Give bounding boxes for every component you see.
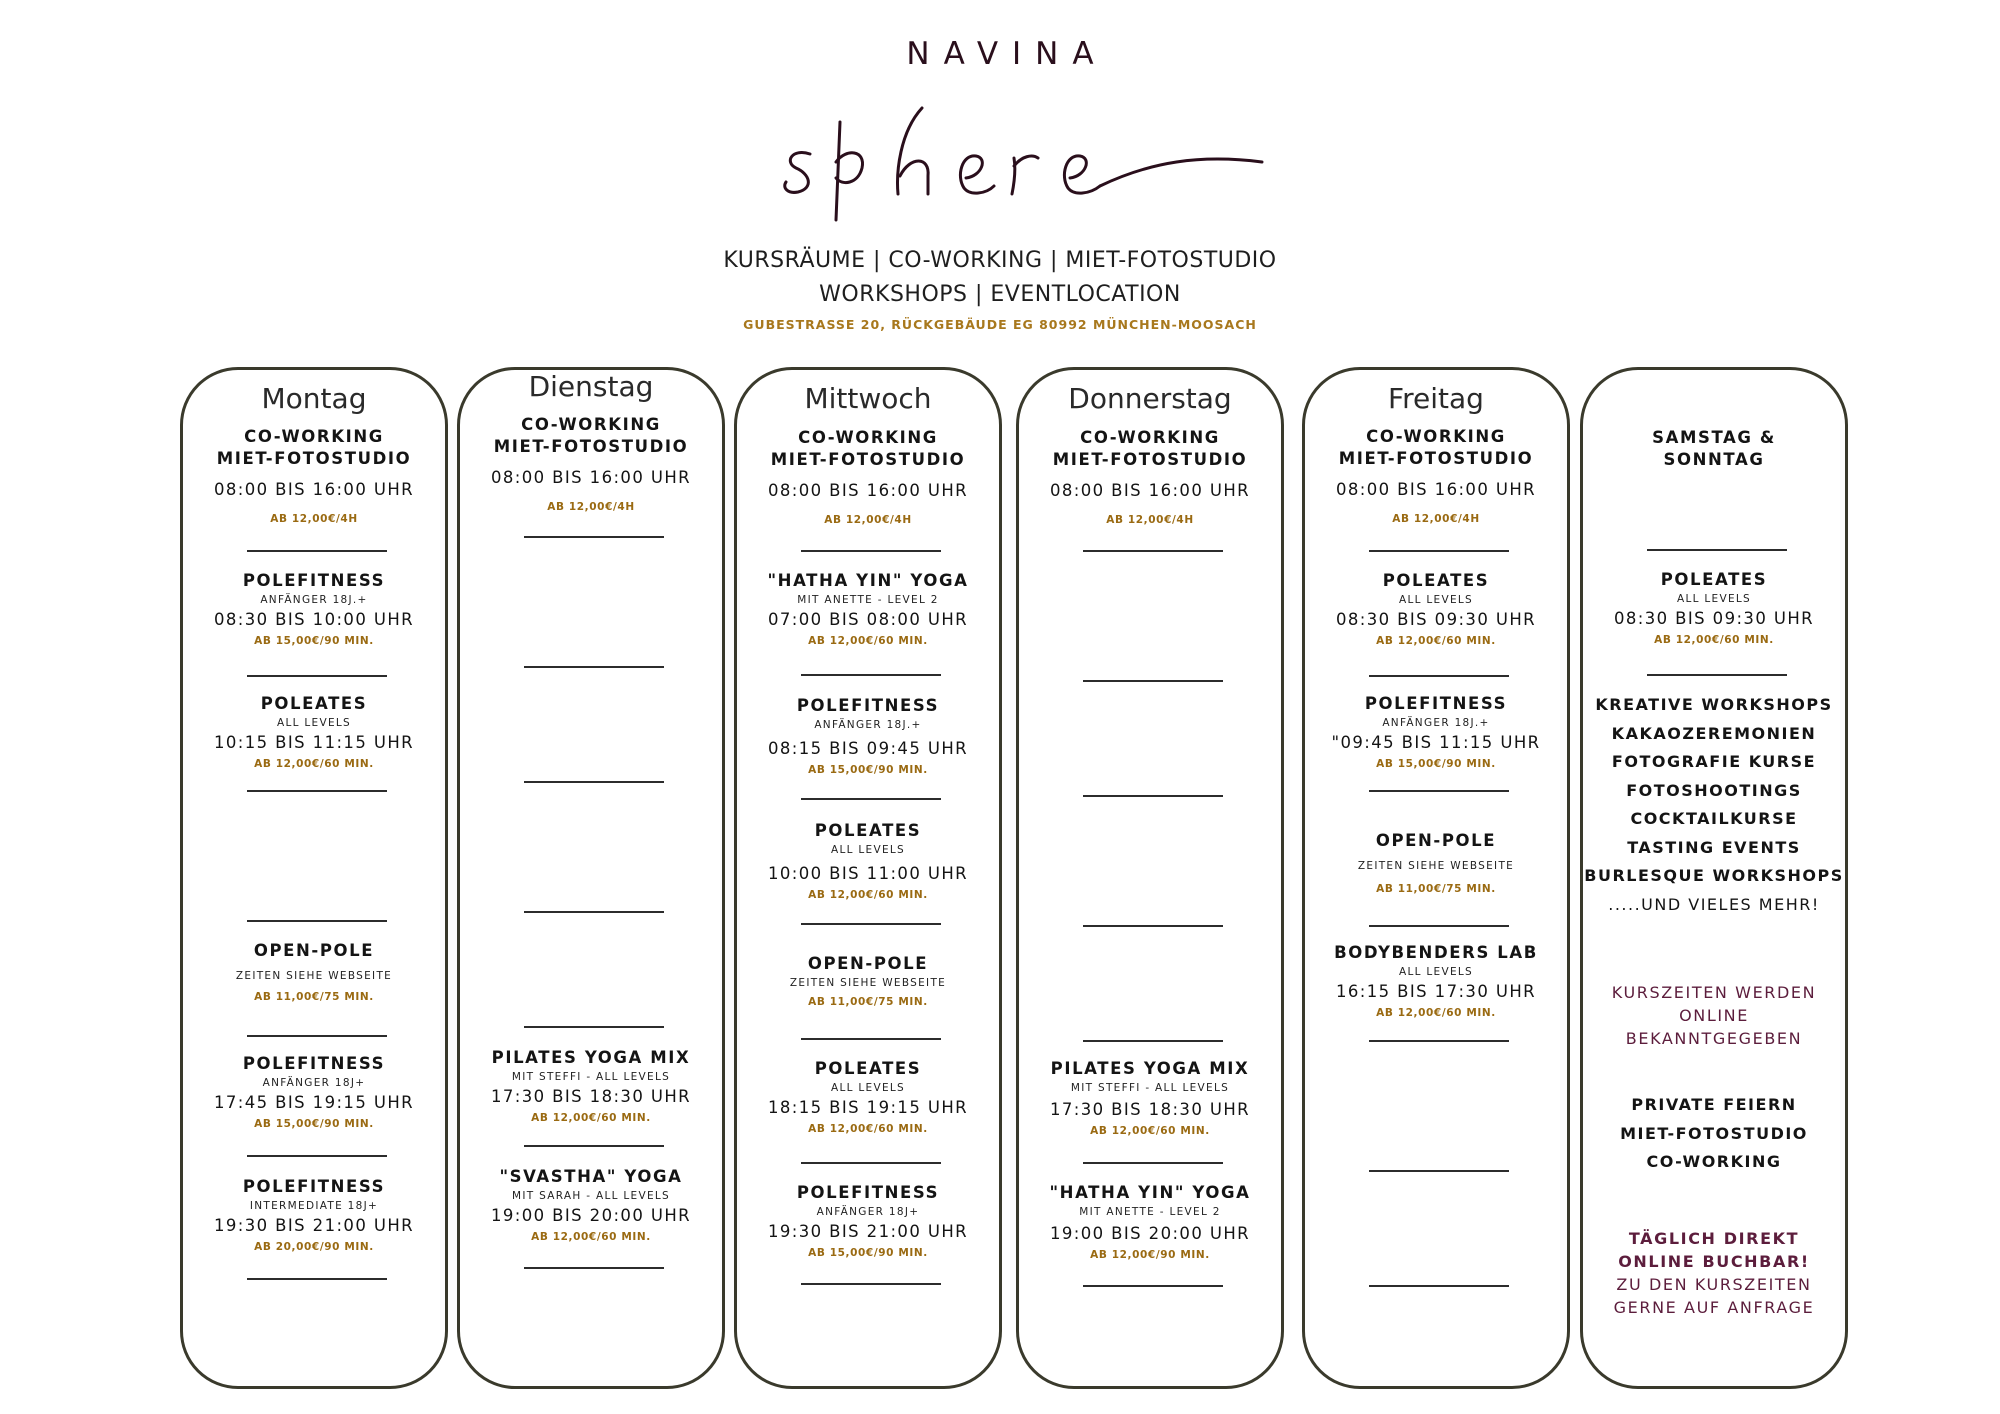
column-montag xyxy=(180,367,448,1389)
title: POLEATES xyxy=(1660,570,1768,589)
class-block xyxy=(183,1053,445,1133)
day-title: Donnerstag xyxy=(1068,382,1232,415)
title: CO-WORKING xyxy=(798,428,938,447)
private-item: CO-WORKING xyxy=(1646,1152,1782,1171)
divider xyxy=(524,1026,664,1028)
class-block xyxy=(1305,942,1567,1022)
time: 08:30 BIS 09:30 UHR xyxy=(1613,609,1815,628)
divider xyxy=(247,1278,387,1280)
title: MIET-FOTOSTUDIO xyxy=(1338,449,1534,468)
more-text: .....UND VIELES MEHR! xyxy=(1608,894,1820,914)
day-title: Dienstag xyxy=(528,370,654,403)
level: ALL LEVELS xyxy=(1398,966,1474,978)
column-dienstag xyxy=(457,367,725,1389)
level: ZEITEN SIEHE WEBSEITE xyxy=(789,977,947,989)
title: OPEN-POLE xyxy=(807,954,929,973)
level: ANFÄNGER 18J+ xyxy=(816,1206,920,1218)
divider xyxy=(801,798,941,800)
price: AB 12,00€/60 MIN. xyxy=(1090,1125,1210,1137)
price: AB 12,00€/60 MIN. xyxy=(1376,1007,1496,1019)
time: 17:45 BIS 19:15 UHR xyxy=(213,1093,415,1112)
class-block xyxy=(1305,570,1567,650)
price: AB 12,00€/4H xyxy=(547,501,635,513)
title: POLEFITNESS xyxy=(796,1183,940,1202)
time: 08:30 BIS 09:30 UHR xyxy=(1335,610,1537,629)
price: AB 15,00€/90 MIN. xyxy=(254,1118,374,1130)
level: ALL LEVELS xyxy=(1676,593,1752,605)
title: CO-WORKING xyxy=(1366,427,1506,446)
divider xyxy=(1369,1170,1509,1172)
class-block xyxy=(183,693,445,773)
divider xyxy=(801,1162,941,1164)
title: BODYBENDERS LAB xyxy=(1334,943,1538,962)
online-notice xyxy=(1583,981,1845,1050)
time: 07:00 BIS 08:00 UHR xyxy=(767,610,969,629)
price: AB 15,00€/90 MIN. xyxy=(254,635,374,647)
price: AB 12,00€/4H xyxy=(1392,513,1480,525)
price: AB 20,00€/90 MIN. xyxy=(254,1241,374,1253)
column-weekend xyxy=(1580,367,1848,1389)
title: PILATES YOGA MIX xyxy=(491,1048,691,1067)
level: MIT STEFFI - ALL LEVELS xyxy=(511,1071,671,1083)
private-item: MIET-FOTOSTUDIO xyxy=(1620,1123,1808,1143)
workshop-item: TASTING EVENTS xyxy=(1627,837,1801,857)
price: AB 12,00€/60 MIN. xyxy=(531,1112,651,1124)
private-list xyxy=(1583,1091,1845,1177)
price: AB 12,00€/90 MIN. xyxy=(1090,1249,1210,1261)
title: MIET-FOTOSTUDIO xyxy=(216,449,412,468)
title: POLEFITNESS xyxy=(242,1177,386,1196)
sphere-script-logo xyxy=(770,92,1270,222)
price: AB 12,00€/60 MIN. xyxy=(531,1231,651,1243)
coworking-block xyxy=(737,427,999,529)
class-block xyxy=(1305,693,1567,773)
level: MIT ANETTE - LEVEL 2 xyxy=(1079,1206,1221,1218)
divider xyxy=(1083,1285,1223,1287)
divider xyxy=(247,1155,387,1157)
price: AB 11,00€/75 MIN. xyxy=(808,996,928,1008)
class-block xyxy=(183,1176,445,1256)
time: "09:45 BIS 11:15 UHR xyxy=(1331,733,1541,752)
level: ALL LEVELS xyxy=(276,717,352,729)
time: 08:00 BIS 16:00 UHR xyxy=(490,468,692,487)
price: AB 15,00€/90 MIN. xyxy=(1376,758,1496,770)
time: 16:15 BIS 17:30 UHR xyxy=(1335,982,1537,1001)
divider xyxy=(1083,925,1223,927)
column-donnerstag xyxy=(1016,367,1284,1389)
divider xyxy=(524,666,664,668)
time: 08:30 BIS 10:00 UHR xyxy=(213,610,415,629)
title: CO-WORKING xyxy=(1080,428,1220,447)
class-block xyxy=(737,570,999,650)
price: AB 12,00€/4H xyxy=(1106,514,1194,526)
notice-line: KURSZEITEN WERDEN xyxy=(1611,983,1817,1002)
price: AB 12,00€/60 MIN. xyxy=(808,889,928,901)
title: CO-WORKING xyxy=(521,415,661,434)
time: 10:00 BIS 11:00 UHR xyxy=(767,864,969,883)
address: GUBESTRASSE 20, RÜCKGEBÄUDE EG 80992 MÜNCHEN-MOOSACH xyxy=(743,317,1257,332)
class-block xyxy=(183,940,445,1006)
time: 17:30 BIS 18:30 UHR xyxy=(1049,1100,1251,1119)
class-block xyxy=(1019,1058,1281,1140)
divider xyxy=(1369,550,1509,552)
price: AB 15,00€/90 MIN. xyxy=(808,764,928,776)
title: PILATES YOGA MIX xyxy=(1050,1059,1250,1078)
divider xyxy=(1369,1285,1509,1287)
level: INTERMEDIATE 18J+ xyxy=(249,1200,379,1212)
title: POLEATES xyxy=(260,694,368,713)
divider xyxy=(524,781,664,783)
divider xyxy=(1369,925,1509,927)
time: 19:30 BIS 21:00 UHR xyxy=(767,1222,969,1241)
price: AB 15,00€/90 MIN. xyxy=(808,1247,928,1259)
class-block xyxy=(737,695,999,779)
title: OPEN-POLE xyxy=(253,941,375,960)
divider xyxy=(1083,1162,1223,1164)
level: ANFÄNGER 18J.+ xyxy=(1382,717,1490,729)
coworking-block xyxy=(1305,426,1567,528)
level: MIT SARAH - ALL LEVELS xyxy=(512,1190,670,1202)
booking-line: ONLINE BUCHBAR! xyxy=(1618,1252,1810,1271)
workshop-list xyxy=(1583,691,1845,919)
title: SAMSTAG & xyxy=(1652,428,1776,447)
workshop-item: FOTOSHOOTINGS xyxy=(1626,780,1802,800)
price: AB 12,00€/4H xyxy=(270,513,358,525)
time: 08:00 BIS 16:00 UHR xyxy=(1049,481,1251,500)
workshop-item: KREATIVE WORKSHOPS xyxy=(1595,695,1833,714)
price: AB 12,00€/60 MIN. xyxy=(1654,634,1774,646)
title: MIET-FOTOSTUDIO xyxy=(1052,450,1248,469)
divider xyxy=(524,911,664,913)
divider xyxy=(1083,1040,1223,1042)
class-block xyxy=(1305,830,1567,898)
notice-line: ONLINE xyxy=(1679,1006,1749,1025)
class-block xyxy=(183,570,445,650)
class-block xyxy=(1019,1182,1281,1264)
booking-line: ZU DEN KURSZEITEN xyxy=(1616,1275,1812,1294)
price: AB 11,00€/75 MIN. xyxy=(1376,883,1496,895)
divider xyxy=(247,675,387,677)
time: 08:00 BIS 16:00 UHR xyxy=(767,481,969,500)
divider xyxy=(247,1035,387,1037)
private-item: PRIVATE FEIERN xyxy=(1631,1095,1797,1114)
day-title: Mittwoch xyxy=(804,382,932,415)
level: ALL LEVELS xyxy=(830,1082,906,1094)
title: "HATHA YIN" YOGA xyxy=(767,571,969,590)
title: "SVASTHA" YOGA xyxy=(499,1167,683,1186)
subtitle-workshops: WORKSHOPS | EVENTLOCATION xyxy=(819,282,1181,307)
time: 08:15 BIS 09:45 UHR xyxy=(767,739,969,758)
level: ANFÄNGER 18J+ xyxy=(262,1077,366,1089)
class-block xyxy=(460,1166,722,1246)
workshop-item: BURLESQUE WORKSHOPS xyxy=(1584,866,1844,885)
title: MIET-FOTOSTUDIO xyxy=(493,437,689,456)
title: "HATHA YIN" YOGA xyxy=(1049,1183,1251,1202)
title: MIET-FOTOSTUDIO xyxy=(770,450,966,469)
divider xyxy=(524,1267,664,1269)
time: 19:00 BIS 20:00 UHR xyxy=(490,1206,692,1225)
title: CO-WORKING xyxy=(244,427,384,446)
title: POLEFITNESS xyxy=(796,696,940,715)
title: POLEATES xyxy=(814,1059,922,1078)
divider xyxy=(801,1283,941,1285)
title: OPEN-POLE xyxy=(1375,831,1497,850)
notice-line: BEKANNTGEGEBEN xyxy=(1625,1029,1803,1048)
time: 17:30 BIS 18:30 UHR xyxy=(490,1087,692,1106)
divider xyxy=(247,550,387,552)
booking-line: TÄGLICH DIREKT xyxy=(1628,1229,1800,1248)
level: MIT ANETTE - LEVEL 2 xyxy=(797,594,939,606)
divider xyxy=(801,923,941,925)
divider xyxy=(247,920,387,922)
time: 08:00 BIS 16:00 UHR xyxy=(213,480,415,499)
workshop-item: KAKAOZEREMONIEN xyxy=(1611,723,1817,743)
divider xyxy=(1647,549,1787,551)
weekend-title xyxy=(1583,427,1845,471)
divider xyxy=(247,790,387,792)
class-block xyxy=(737,1182,999,1262)
price: AB 12,00€/60 MIN. xyxy=(1376,635,1496,647)
divider xyxy=(1083,680,1223,682)
price: AB 12,00€/60 MIN. xyxy=(808,635,928,647)
time: 10:15 BIS 11:15 UHR xyxy=(213,733,415,752)
time: 19:00 BIS 20:00 UHR xyxy=(1049,1224,1251,1243)
time: 18:15 BIS 19:15 UHR xyxy=(767,1098,969,1117)
class-block xyxy=(737,953,999,1011)
coworking-block xyxy=(1019,427,1281,529)
divider xyxy=(801,674,941,676)
day-title: Freitag xyxy=(1388,382,1484,415)
title: POLEATES xyxy=(1382,571,1490,590)
workshop-item: FOTOGRAFIE KURSE xyxy=(1611,752,1817,771)
day-title: Montag xyxy=(261,382,367,415)
level: ANFÄNGER 18J.+ xyxy=(260,594,368,606)
divider xyxy=(801,550,941,552)
booking-notice xyxy=(1583,1227,1845,1319)
divider xyxy=(1647,674,1787,676)
title: POLEFITNESS xyxy=(242,1054,386,1073)
level: ALL LEVELS xyxy=(1398,594,1474,606)
divider xyxy=(524,536,664,538)
price: AB 12,00€/60 MIN. xyxy=(808,1123,928,1135)
price: AB 11,00€/75 MIN. xyxy=(254,991,374,1003)
title: POLEFITNESS xyxy=(242,571,386,590)
divider xyxy=(1083,795,1223,797)
level: ALL LEVELS xyxy=(830,844,906,856)
price: AB 12,00€/4H xyxy=(824,514,912,526)
title: SONNTAG xyxy=(1663,450,1765,469)
class-block xyxy=(737,820,999,904)
column-freitag xyxy=(1302,367,1570,1389)
divider xyxy=(801,1038,941,1040)
level: ANFÄNGER 18J.+ xyxy=(814,719,922,731)
price: AB 12,00€/60 MIN. xyxy=(254,758,374,770)
coworking-block xyxy=(460,414,722,516)
divider xyxy=(1083,550,1223,552)
divider xyxy=(1369,675,1509,677)
subtitle-services: KURSRÄUME | CO-WORKING | MIET-FOTOSTUDIO xyxy=(723,248,1277,273)
class-block xyxy=(460,1047,722,1127)
level: ZEITEN SIEHE WEBSEITE xyxy=(235,970,393,982)
level: ZEITEN SIEHE WEBSEITE xyxy=(1357,860,1515,872)
divider xyxy=(1369,1040,1509,1042)
column-mittwoch xyxy=(734,367,1002,1389)
booking-line: GERNE AUF ANFRAGE xyxy=(1613,1298,1815,1317)
title: POLEFITNESS xyxy=(1364,694,1508,713)
brand-name: NAVINA xyxy=(906,36,1108,72)
time: 19:30 BIS 21:00 UHR xyxy=(213,1216,415,1235)
divider xyxy=(1369,790,1509,792)
time: 08:00 BIS 16:00 UHR xyxy=(1335,480,1537,499)
class-block xyxy=(737,1058,999,1138)
class-block xyxy=(1583,569,1845,649)
coworking-block xyxy=(183,426,445,528)
level: MIT STEFFI - ALL LEVELS xyxy=(1070,1082,1230,1094)
title: POLEATES xyxy=(814,821,922,840)
divider xyxy=(524,1145,664,1147)
workshop-item: COCKTAILKURSE xyxy=(1630,809,1798,828)
